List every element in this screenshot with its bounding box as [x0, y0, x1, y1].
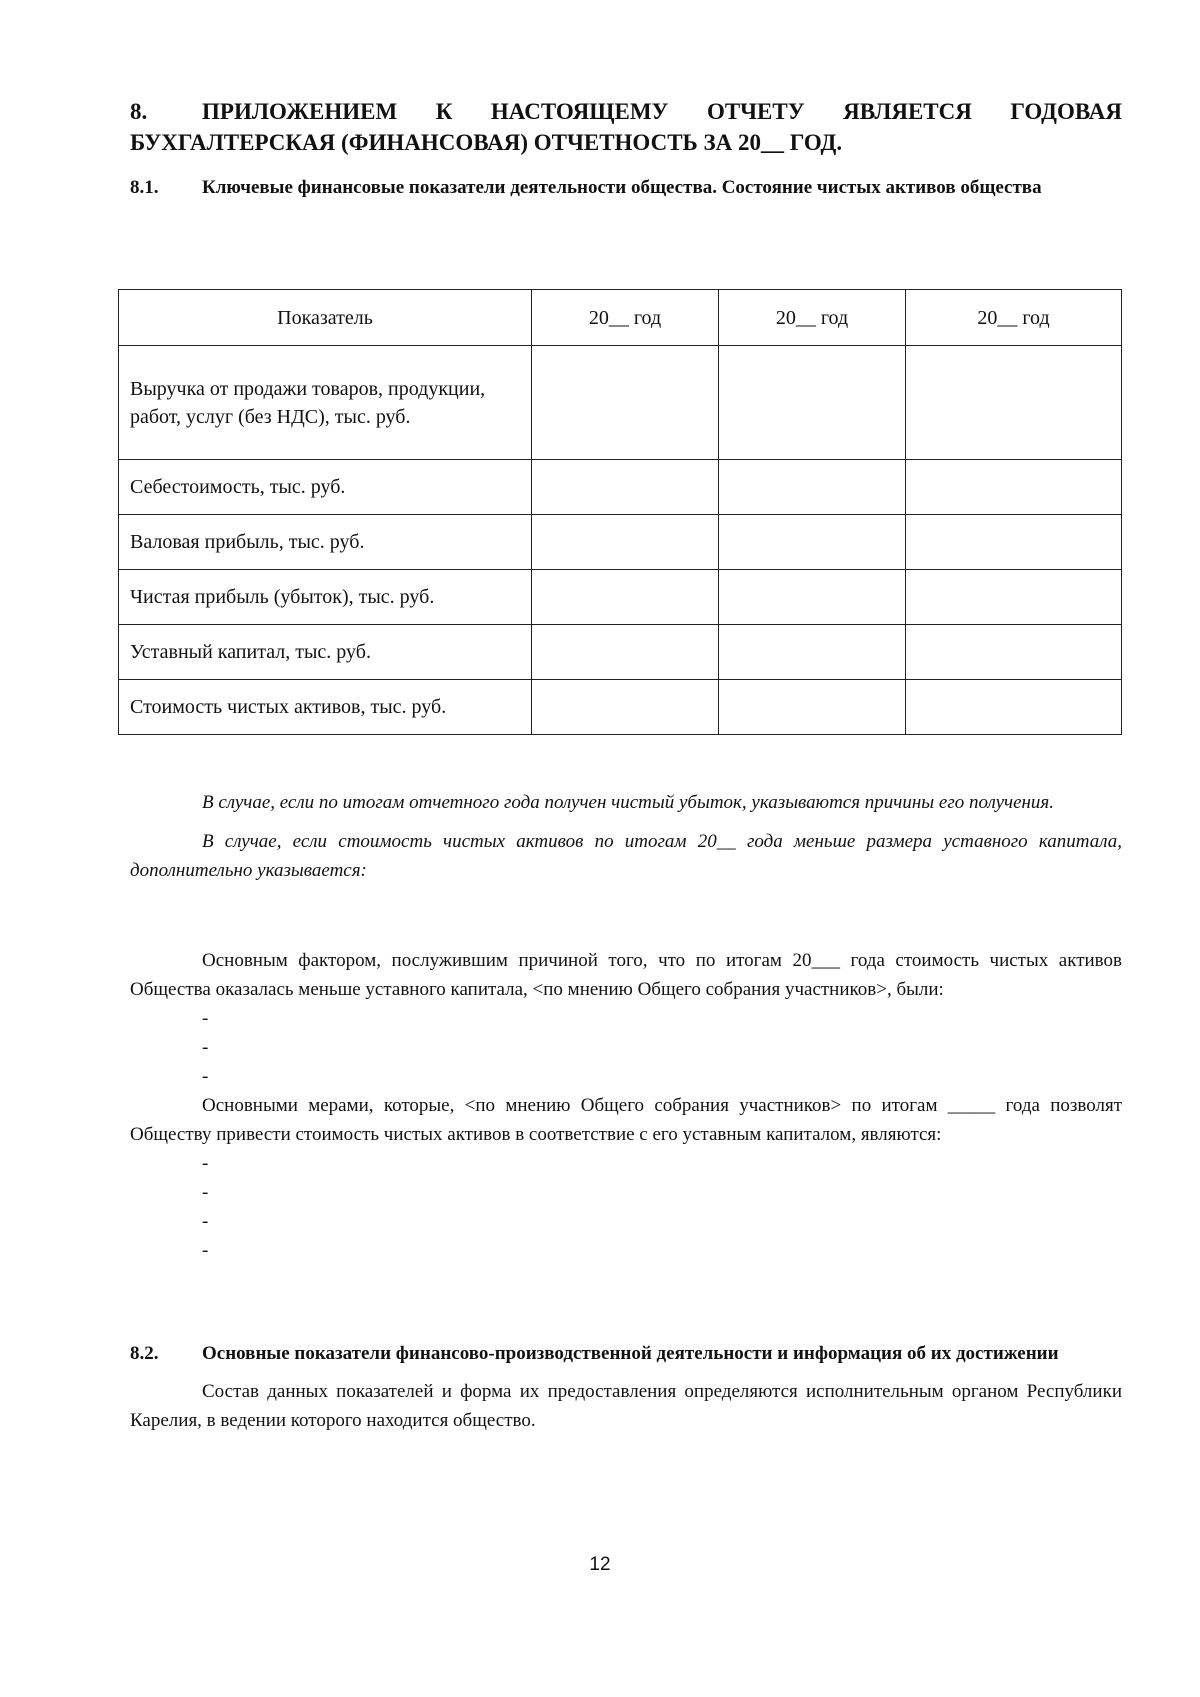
list-item: -: [202, 1182, 209, 1203]
table-cell: [906, 680, 1122, 735]
table-cell: [906, 515, 1122, 570]
table-cell: [532, 625, 719, 680]
list-item: -: [202, 1037, 209, 1058]
row-label-net-profit: Чистая прибыль (убыток), тыс. руб.: [119, 570, 532, 625]
table-row: [119, 460, 1122, 515]
section-8-2-block: [130, 1340, 1122, 1435]
table-cell: [906, 625, 1122, 680]
table-row: [119, 346, 1122, 460]
page-number: 12: [589, 1554, 611, 1575]
table-cell: [906, 346, 1122, 460]
table-cell: [532, 680, 719, 735]
notes-block: [130, 788, 1122, 885]
header-year-3: 20__ год: [906, 290, 1122, 346]
table-row: [119, 625, 1122, 680]
section-8-1-heading: [130, 174, 1122, 201]
header-indicator: Показатель: [119, 290, 532, 346]
table-row: [119, 515, 1122, 570]
section-8-2-title: Основные показатели финансово-производственной деятельности и информация об их достижении: [202, 1343, 1059, 1364]
section-8-heading: [130, 96, 1122, 158]
measures-text: Основными мерами, которые, <по мнению Общего собрания участников> по итогам _____ года позволят Обществу привести стоимость чистых активов в соответствие с его уставным капиталом, являются:: [130, 1095, 1122, 1145]
row-label-net-assets: Стоимость чистых активов, тыс. руб.: [119, 680, 532, 735]
section-8-number: 8.: [130, 99, 148, 124]
table-cell: [719, 680, 906, 735]
list-item: -: [202, 1066, 209, 1087]
list-item: -: [202, 1008, 209, 1029]
table-row: [119, 680, 1122, 735]
table-row: [119, 570, 1122, 625]
section-8-1-title: Ключевые финансовые показатели деятельности общества. Состояние чистых активов общества: [202, 177, 1042, 198]
table-cell: [532, 460, 719, 515]
list-item: -: [202, 1153, 209, 1174]
table-cell: [719, 460, 906, 515]
factors-text: Основным фактором, послужившим причиной того, что по итогам 20___ года стоимость чистых активов Общества оказалась меньше уставного капитала, <по мнению Общего собрания участников>, были:: [130, 950, 1122, 1000]
row-label-revenue: Выручка от продажи товаров, продукции, работ, услуг (без НДС), тыс. руб.: [119, 346, 532, 460]
section-8-1-number: 8.1.: [130, 177, 159, 198]
section-8-2-number: 8.2.: [130, 1343, 159, 1364]
table-cell: [719, 625, 906, 680]
table-header-row: [119, 290, 1122, 346]
table-cell: [532, 346, 719, 460]
row-label-charter-capital: Уставный капитал, тыс. руб.: [119, 625, 532, 680]
factors-block: [130, 946, 1122, 1265]
row-label-gross-profit: Валовая прибыль, тыс. руб.: [119, 515, 532, 570]
net-assets-note: В случае, если стоимость чистых активов по итогам 20__ года меньше размера уставного капитала, дополнительно указывается:: [130, 831, 1122, 881]
table-cell: [719, 570, 906, 625]
row-label-cost: Себестоимость, тыс. руб.: [119, 460, 532, 515]
list-item: -: [202, 1211, 209, 1232]
table-cell: [532, 570, 719, 625]
table-cell: [719, 346, 906, 460]
table-cell: [906, 570, 1122, 625]
table-cell: [719, 515, 906, 570]
table-cell: [906, 460, 1122, 515]
header-block: [130, 96, 1122, 201]
list-item: -: [202, 1240, 209, 1261]
header-year-1: 20__ год: [532, 290, 719, 346]
section-8-title: ПРИЛОЖЕНИЕМ К НАСТОЯЩЕМУ ОТЧЕТУ ЯВЛЯЕТСЯ ГОДОВАЯ БУХГАЛТЕРСКАЯ (ФИНАНСОВАЯ) ОТЧЕТНОСТЬ ЗА 20__ ГОД.: [130, 99, 1122, 155]
header-year-2: 20__ год: [719, 290, 906, 346]
table-cell: [532, 515, 719, 570]
financial-indicators-table: [118, 289, 1122, 735]
section-8-2-heading: [130, 1340, 1122, 1367]
section-8-2-text: Состав данных показателей и форма их предоставления определяются исполнительным органом Республики Карелия, в ведении которого находится общество.: [130, 1381, 1122, 1431]
loss-note: В случае, если по итогам отчетного года получен чистый убыток, указываются причины его получения.: [202, 792, 1055, 813]
